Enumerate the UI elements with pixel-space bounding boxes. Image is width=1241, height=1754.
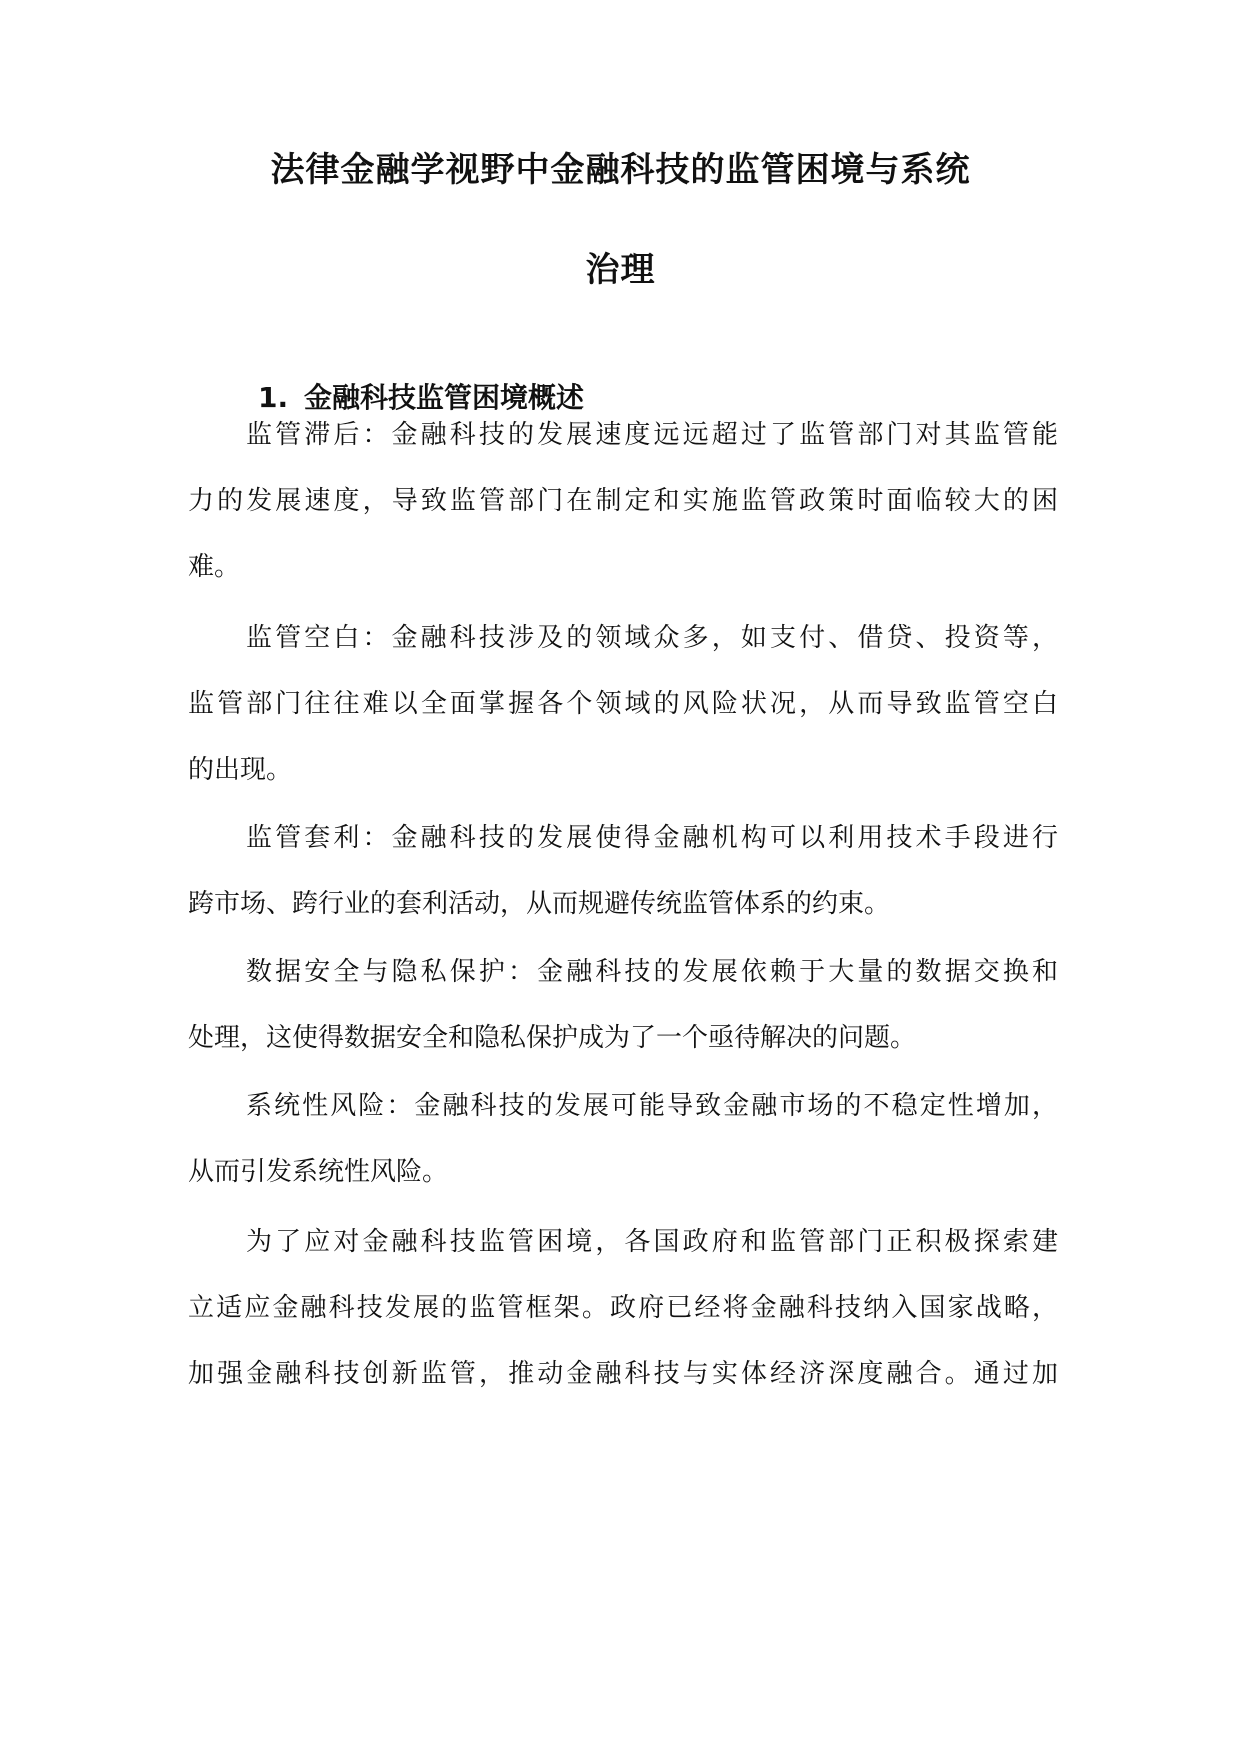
document-title-line-1: 法律金融学视野中金融科技的监管困境与系统 <box>270 150 971 190</box>
paragraph-line: 数据安全与隐私保护：金融科技的发展依赖于大量的数据交换和 <box>246 957 1058 987</box>
paragraph-line: 为了应对金融科技监管困境，各国政府和监管部门正积极探索建 <box>246 1227 1058 1257</box>
paragraph-line: 处理，这使得数据安全和隐私保护成为了一个亟待解决的问题。 <box>188 1023 917 1053</box>
document-title-line-2: 治理 <box>585 250 656 290</box>
paragraph-line: 难。 <box>188 552 241 582</box>
paragraph-line: 力的发展速度，导致监管部门在制定和实施监管政策时面临较大的困 <box>188 486 1058 516</box>
paragraph-line: 立适应金融科技发展的监管框架。政府已经将金融科技纳入国家战略， <box>188 1293 1058 1323</box>
paragraph-line: 的出现。 <box>188 755 293 785</box>
section-number: 1. <box>258 381 289 414</box>
paragraph-line: 监管部门往往难以全面掌握各个领域的风险状况，从而导致监管空白 <box>188 689 1058 719</box>
paragraph-line: 从而引发系统性风险。 <box>188 1157 449 1187</box>
paragraph-line: 系统性风险：金融科技的发展可能导致金融市场的不稳定性增加， <box>246 1091 1058 1121</box>
paragraph-line: 加强金融科技创新监管，推动金融科技与实体经济深度融合。通过加 <box>188 1359 1058 1389</box>
paragraph-line: 监管滞后：金融科技的发展速度远远超过了监管部门对其监管能 <box>246 420 1058 450</box>
paragraph-line: 跨市场、跨行业的套利活动，从而规避传统监管体系的约束。 <box>188 889 891 919</box>
section-heading <box>258 380 584 416</box>
paragraph-line: 监管空白：金融科技涉及的领域众多，如支付、借贷、投资等， <box>246 623 1058 653</box>
paragraph-line: 监管套利：金融科技的发展使得金融机构可以利用技术手段进行 <box>246 823 1058 853</box>
section-heading-text: 金融科技监管困境概述 <box>304 381 585 414</box>
